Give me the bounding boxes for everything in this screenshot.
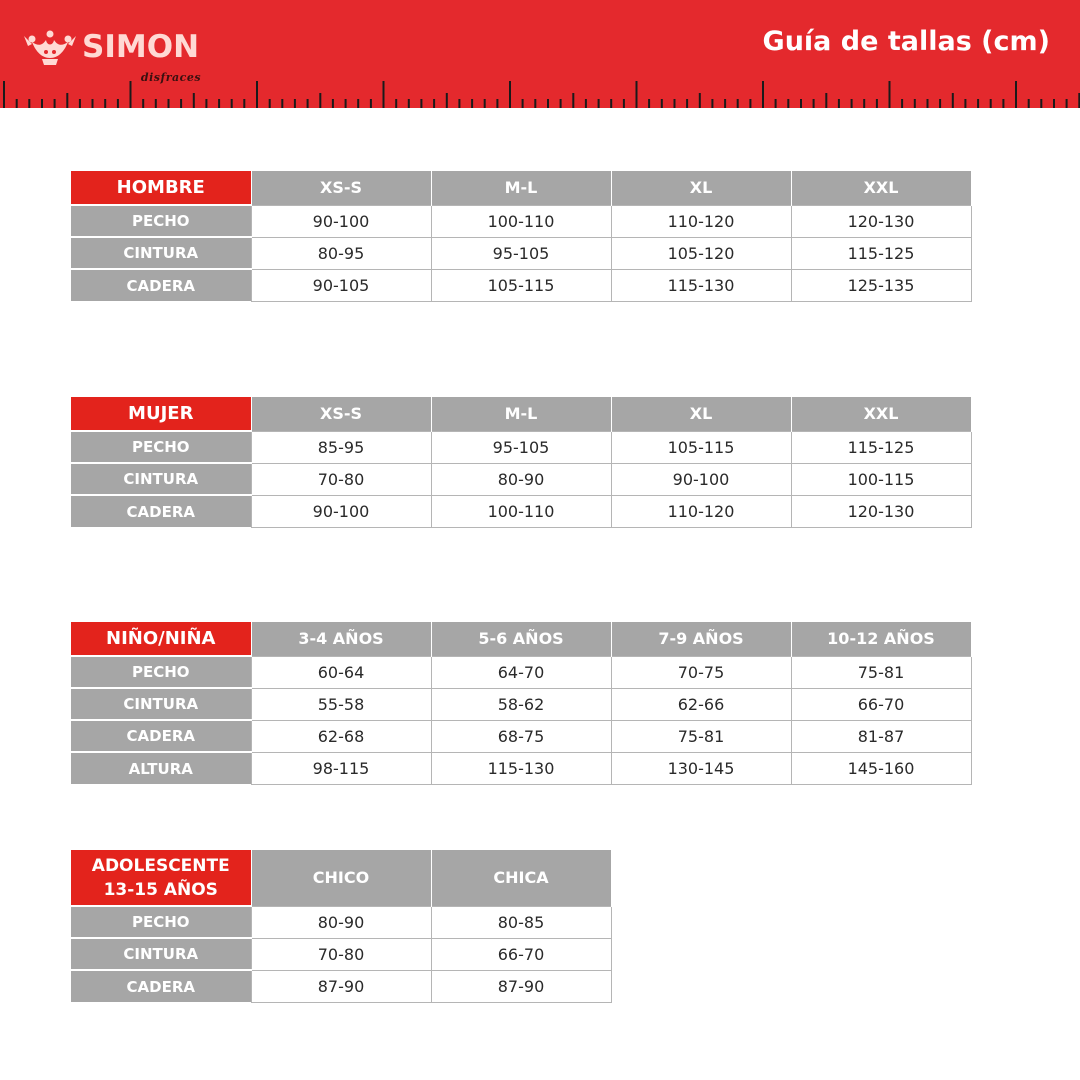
size-value-cell: 87-90	[251, 970, 431, 1002]
table-row	[71, 237, 971, 269]
size-value-cell: 95-105	[431, 431, 611, 463]
size-value-cell: 115-130	[611, 269, 791, 301]
size-table-hombre	[71, 171, 972, 302]
ruler-tick	[1040, 99, 1042, 108]
ruler-tick	[636, 81, 638, 108]
column-header: XL	[611, 397, 791, 431]
size-value-cell: 105-115	[431, 269, 611, 301]
size-value-cell: 98-115	[251, 752, 431, 784]
ruler-tick	[509, 81, 511, 108]
ruler-tick	[572, 93, 574, 108]
ruler-tick	[1002, 99, 1004, 108]
column-header: XXL	[791, 171, 971, 205]
size-value-cell: 100-110	[431, 495, 611, 527]
ruler-tick	[484, 99, 486, 108]
size-value-cell: 62-66	[611, 688, 791, 720]
size-value-cell: 80-90	[251, 906, 431, 938]
ruler-tick	[585, 99, 587, 108]
ruler-tick	[851, 99, 853, 108]
size-table-adolescente	[71, 850, 612, 1003]
size-value-cell: 110-120	[611, 205, 791, 237]
size-value-cell: 70-75	[611, 656, 791, 688]
size-value-cell: 80-95	[251, 237, 431, 269]
ruler-tick	[294, 99, 296, 108]
table-header-row	[71, 850, 611, 906]
column-header: XXL	[791, 397, 971, 431]
row-label: CADERA	[71, 970, 251, 1002]
ruler-tick	[16, 99, 18, 108]
size-value-cell: 90-100	[611, 463, 791, 495]
column-header: XS-S	[251, 171, 431, 205]
ruler-tick	[699, 93, 701, 108]
table-row	[71, 495, 971, 527]
size-value-cell: 125-135	[791, 269, 971, 301]
ruler-tick	[547, 99, 549, 108]
ruler-tick	[1053, 99, 1055, 108]
size-value-cell: 70-80	[251, 463, 431, 495]
row-label: PECHO	[71, 431, 251, 463]
ruler-tick	[370, 99, 372, 108]
column-header: XS-S	[251, 397, 431, 431]
table-title: NIÑO/NIÑA	[71, 622, 251, 656]
ruler-tick	[395, 99, 397, 108]
ruler-tick	[1028, 99, 1030, 108]
table-row	[71, 752, 971, 784]
ruler-tick	[610, 99, 612, 108]
row-label: ALTURA	[71, 752, 251, 784]
ruler-tick	[952, 93, 954, 108]
size-value-cell: 75-81	[611, 720, 791, 752]
ruler-tick	[471, 99, 473, 108]
table-row	[71, 970, 611, 1002]
size-value-cell: 110-120	[611, 495, 791, 527]
ruler-tick	[205, 99, 207, 108]
ruler-tick	[420, 99, 422, 108]
column-header: 7-9 AÑOS	[611, 622, 791, 656]
row-label: CINTURA	[71, 463, 251, 495]
ruler-tick	[1015, 81, 1017, 108]
brand-subtitle: disfraces	[140, 71, 202, 84]
ruler-tick	[749, 99, 751, 108]
ruler-tick	[737, 99, 739, 108]
table-title: MUJER	[71, 397, 251, 431]
size-value-cell: 75-81	[791, 656, 971, 688]
ruler-tick	[243, 99, 245, 108]
ruler-tick	[130, 81, 132, 108]
ruler-tick	[307, 99, 309, 108]
column-header: XL	[611, 171, 791, 205]
ruler-tick	[180, 99, 182, 108]
ruler-tick	[3, 81, 5, 108]
ruler-tick	[863, 99, 865, 108]
ruler-tick	[522, 99, 524, 108]
ruler-tick	[41, 99, 43, 108]
ruler-tick	[889, 81, 891, 108]
row-label: CADERA	[71, 720, 251, 752]
size-value-cell: 55-58	[251, 688, 431, 720]
ruler-tick	[332, 99, 334, 108]
size-value-cell: 68-75	[431, 720, 611, 752]
ruler-tick	[724, 99, 726, 108]
ruler-tick	[762, 81, 764, 108]
ruler-tick	[711, 99, 713, 108]
size-value-cell: 115-125	[791, 237, 971, 269]
ruler-tick	[838, 99, 840, 108]
ruler-tick	[648, 99, 650, 108]
ruler-tick	[66, 93, 68, 108]
ruler-tick	[446, 93, 448, 108]
size-value-cell: 120-130	[791, 495, 971, 527]
ruler-tick	[79, 99, 81, 108]
size-value-cell: 100-110	[431, 205, 611, 237]
ruler-tick	[813, 99, 815, 108]
ruler-tick	[92, 99, 94, 108]
ruler-tick	[990, 99, 992, 108]
ruler-tick	[433, 99, 435, 108]
table-row	[71, 656, 971, 688]
page-title: Guía de tallas (cm)	[762, 26, 1050, 57]
column-header: 5-6 AÑOS	[431, 622, 611, 656]
ruler-ticks-decoration	[0, 76, 1080, 108]
row-label: PECHO	[71, 205, 251, 237]
table-row	[71, 431, 971, 463]
size-value-cell: 130-145	[611, 752, 791, 784]
size-value-cell: 87-90	[431, 970, 611, 1002]
ruler-tick	[155, 99, 157, 108]
ruler-tick	[598, 99, 600, 108]
ruler-tick	[560, 99, 562, 108]
ruler-tick	[256, 81, 258, 108]
ruler-tick	[964, 99, 966, 108]
row-label: CADERA	[71, 495, 251, 527]
size-value-cell: 120-130	[791, 205, 971, 237]
ruler-tick	[231, 99, 233, 108]
ruler-tick	[914, 99, 916, 108]
ruler-tick	[661, 99, 663, 108]
table-header-row	[71, 397, 971, 431]
table-row	[71, 205, 971, 237]
row-label: PECHO	[71, 656, 251, 688]
table-row	[71, 720, 971, 752]
size-value-cell: 105-115	[611, 431, 791, 463]
brand-logo[interactable]	[20, 28, 202, 84]
ruler-tick	[876, 99, 878, 108]
row-label: PECHO	[71, 906, 251, 938]
ruler-tick	[357, 99, 359, 108]
size-value-cell: 64-70	[431, 656, 611, 688]
ruler-tick	[927, 99, 929, 108]
brand-name: SIMON	[82, 29, 200, 65]
table-header-row	[71, 171, 971, 205]
size-value-cell: 66-70	[431, 938, 611, 970]
ruler-tick	[1066, 99, 1068, 108]
ruler-tick	[458, 99, 460, 108]
table-row	[71, 938, 611, 970]
ruler-tick	[104, 99, 106, 108]
size-value-cell: 145-160	[791, 752, 971, 784]
ruler-tick	[825, 93, 827, 108]
table-row	[71, 269, 971, 301]
ruler-tick	[686, 99, 688, 108]
row-label: CINTURA	[71, 237, 251, 269]
size-value-cell: 90-100	[251, 205, 431, 237]
ruler-tick	[193, 93, 195, 108]
size-value-cell: 115-125	[791, 431, 971, 463]
size-value-cell: 62-68	[251, 720, 431, 752]
size-value-cell: 81-87	[791, 720, 971, 752]
ruler-tick	[281, 99, 283, 108]
column-header: M-L	[431, 171, 611, 205]
ruler-tick	[142, 99, 144, 108]
ruler-tick	[496, 99, 498, 108]
column-header: 3-4 AÑOS	[251, 622, 431, 656]
column-header: CHICA	[431, 850, 611, 906]
size-value-cell: 80-90	[431, 463, 611, 495]
column-header: 10-12 AÑOS	[791, 622, 971, 656]
ruler-tick	[939, 99, 941, 108]
size-value-cell: 105-120	[611, 237, 791, 269]
ruler-tick	[54, 99, 56, 108]
table-title: ADOLESCENTE 13-15 AÑOS	[71, 850, 251, 906]
size-value-cell: 66-70	[791, 688, 971, 720]
ruler-tick	[800, 99, 802, 108]
row-label: CADERA	[71, 269, 251, 301]
brand-wordmark	[82, 28, 202, 84]
size-value-cell: 100-115	[791, 463, 971, 495]
size-value-cell: 85-95	[251, 431, 431, 463]
table-header-row	[71, 622, 971, 656]
ruler-tick	[319, 93, 321, 108]
size-value-cell: 115-130	[431, 752, 611, 784]
ruler-tick	[383, 81, 385, 108]
ruler-tick	[28, 99, 30, 108]
ruler-tick	[345, 99, 347, 108]
ruler-tick	[408, 99, 410, 108]
table-row	[71, 906, 611, 938]
table-title: HOMBRE	[71, 171, 251, 205]
table-row	[71, 463, 971, 495]
ruler-tick	[269, 99, 271, 108]
column-header: CHICO	[251, 850, 431, 906]
ruler-tick	[168, 99, 170, 108]
size-table-nino-nina	[71, 622, 972, 785]
header-banner	[0, 0, 1080, 108]
row-label: CINTURA	[71, 938, 251, 970]
ruler-tick	[977, 99, 979, 108]
size-table-mujer	[71, 397, 972, 528]
ruler-tick	[218, 99, 220, 108]
ruler-tick	[901, 99, 903, 108]
row-label: CINTURA	[71, 688, 251, 720]
size-value-cell: 90-100	[251, 495, 431, 527]
size-value-cell: 60-64	[251, 656, 431, 688]
ruler-tick	[117, 99, 119, 108]
size-value-cell: 90-105	[251, 269, 431, 301]
size-value-cell: 58-62	[431, 688, 611, 720]
size-value-cell: 95-105	[431, 237, 611, 269]
size-value-cell: 80-85	[431, 906, 611, 938]
size-value-cell: 70-80	[251, 938, 431, 970]
ruler-tick	[674, 99, 676, 108]
ruler-tick	[534, 99, 536, 108]
table-row	[71, 688, 971, 720]
ruler-tick	[775, 99, 777, 108]
jester-hat-icon	[20, 28, 80, 68]
ruler-tick	[787, 99, 789, 108]
column-header: M-L	[431, 397, 611, 431]
ruler-tick	[623, 99, 625, 108]
